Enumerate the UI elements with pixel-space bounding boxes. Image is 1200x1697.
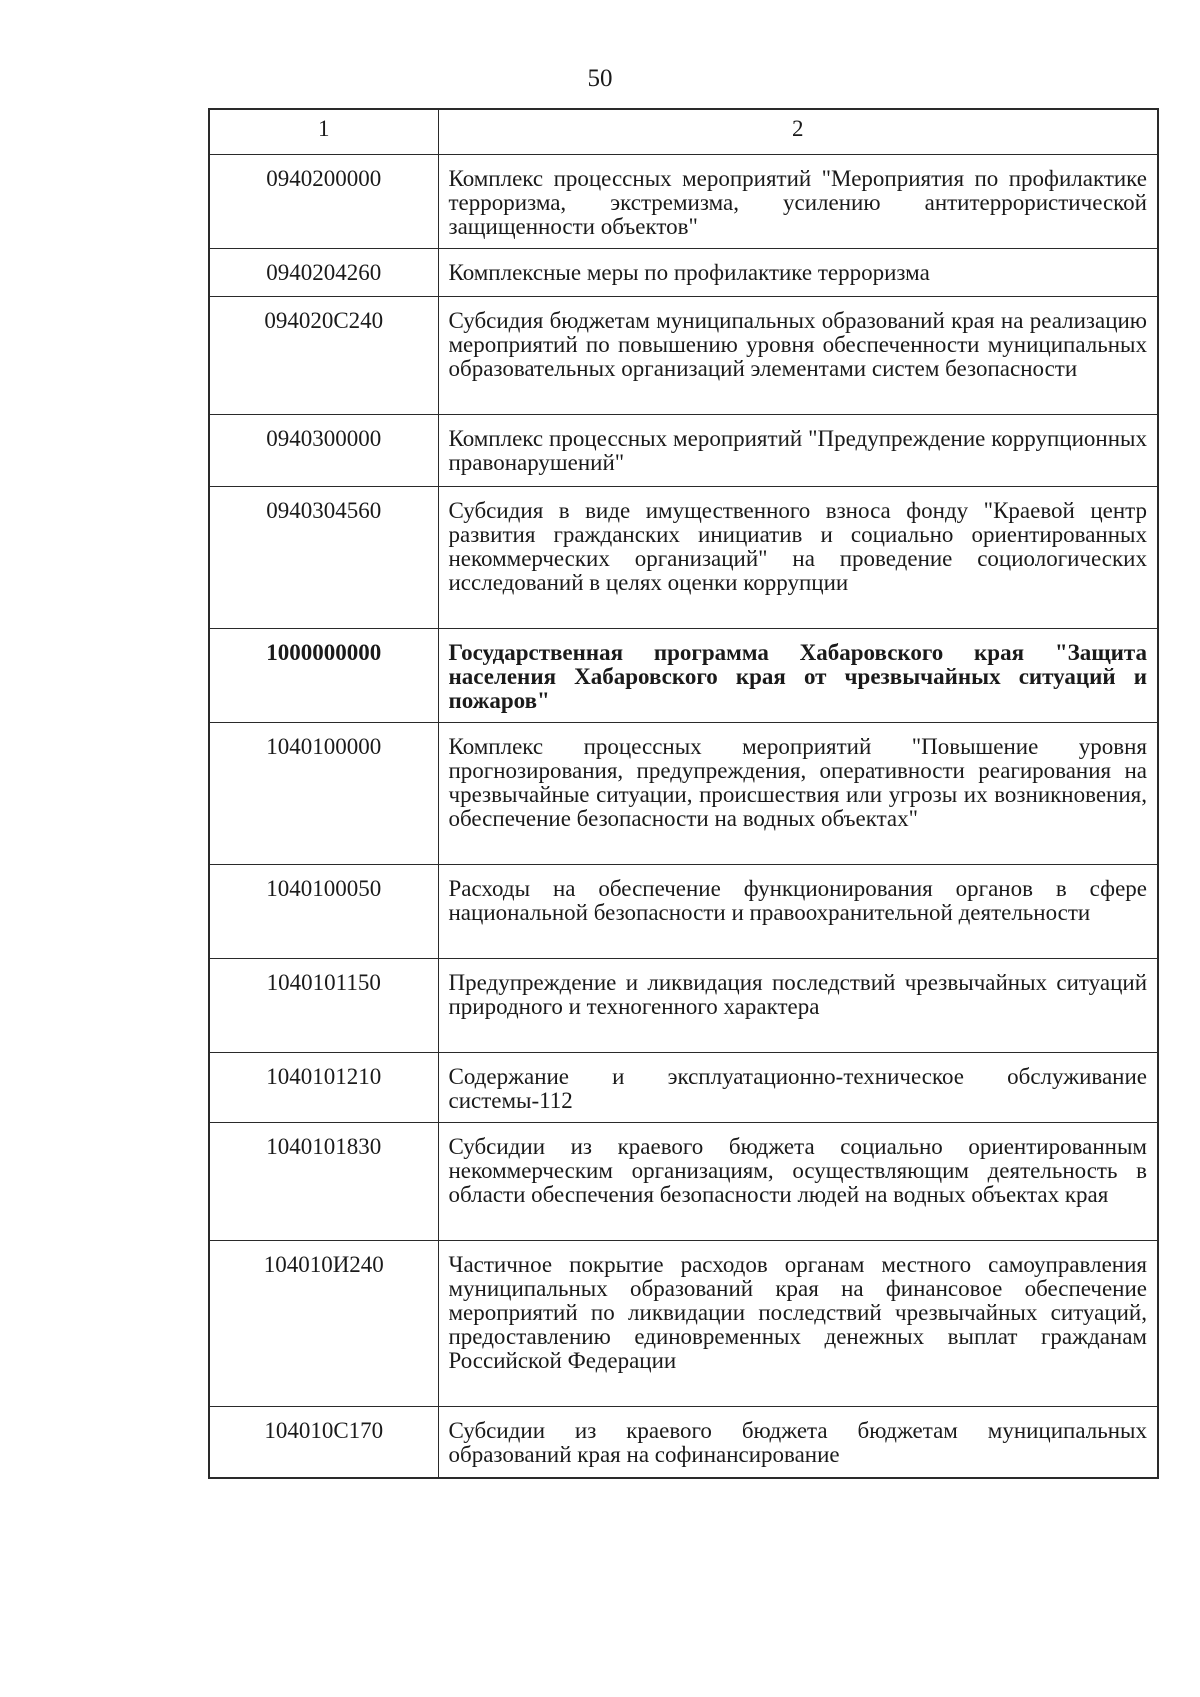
row-description: Субсидии из краевого бюджета бюджетам муниципальных образований края на софинансирование xyxy=(438,1406,1158,1478)
row-description: Расходы на обеспечение функционирования органов в сфере национальной безопасности и правоохранительной деятельности xyxy=(438,864,1158,958)
row-code: 1040100000 xyxy=(209,722,438,864)
table-row xyxy=(209,1406,1158,1478)
table-row xyxy=(209,1240,1158,1406)
row-code: 1040101150 xyxy=(209,958,438,1052)
row-description: Комплекс процессных мероприятий "Повышение уровня прогнозирования, предупреждения, оперативности реагирования на чрезвычайные ситуации, происшествия или угрозы их возникновения, обеспечение безопасности на водных объектах" xyxy=(438,722,1158,864)
row-code: 1040101830 xyxy=(209,1122,438,1240)
row-description: Частичное покрытие расходов органам местного самоуправления муниципальных образований края на финансовое обеспечение мероприятий по ликвидации последствий чрезвычайных ситуаций, предоставлению единовременных денежных выплат гражданам Российской Федерации xyxy=(438,1240,1158,1406)
row-code: 1040101210 xyxy=(209,1052,438,1122)
row-description: Субсидия в виде имущественного взноса фонду "Краевой центр развития гражданских инициатив и социально ориентированных некоммерческих организаций" на проведение социологических исследований в целях оценки коррупции xyxy=(438,486,1158,628)
table-row xyxy=(209,486,1158,628)
row-code: 094020С240 xyxy=(209,296,438,414)
row-code: 0940200000 xyxy=(209,154,438,248)
row-description: Государственная программа Хабаровского края "Защита населения Хабаровского края от чрезвычайных ситуаций и пожаров" xyxy=(438,628,1158,722)
row-description: Субсидии из краевого бюджета социально ориентированным некоммерческим организациям, осуществляющим деятельность в области обеспечения безопасности людей на водных объектах края xyxy=(438,1122,1158,1240)
column-header-description: 2 xyxy=(438,109,1158,154)
table-header-row xyxy=(209,109,1158,154)
table-body xyxy=(209,154,1158,1478)
row-code: 104010И240 xyxy=(209,1240,438,1406)
table-row xyxy=(209,1052,1158,1122)
page-number: 50 xyxy=(587,65,613,92)
table-row xyxy=(209,1122,1158,1240)
row-description: Содержание и эксплуатационно-техническое обслуживание системы-112 xyxy=(438,1052,1158,1122)
table-row xyxy=(209,248,1158,296)
table-row xyxy=(209,864,1158,958)
table-row xyxy=(209,628,1158,722)
budget-classification-table xyxy=(208,108,1159,1479)
row-code: 1000000000 xyxy=(209,628,438,722)
column-header-code: 1 xyxy=(209,109,438,154)
row-code: 0940204260 xyxy=(209,248,438,296)
row-code: 0940300000 xyxy=(209,414,438,486)
table-row xyxy=(209,414,1158,486)
row-code: 104010С170 xyxy=(209,1406,438,1478)
row-code: 1040100050 xyxy=(209,864,438,958)
table-row xyxy=(209,154,1158,248)
table-row xyxy=(209,296,1158,414)
table-row xyxy=(209,722,1158,864)
row-description: Комплексные меры по профилактике терроризма xyxy=(438,248,1158,296)
row-description: Комплекс процессных мероприятий "Предупреждение коррупционных правонарушений" xyxy=(438,414,1158,486)
row-description: Субсидия бюджетам муниципальных образований края на реализацию мероприятий по повышению уровня обеспеченности муниципальных образовательных организаций элементами систем безопасности xyxy=(438,296,1158,414)
row-description: Комплекс процессных мероприятий "Мероприятия по профилактике терроризма, экстремизма, усилению антитеррористической защищенности объектов" xyxy=(438,154,1158,248)
row-code: 0940304560 xyxy=(209,486,438,628)
row-description: Предупреждение и ликвидация последствий чрезвычайных ситуаций природного и техногенного характера xyxy=(438,958,1158,1052)
table-row xyxy=(209,958,1158,1052)
